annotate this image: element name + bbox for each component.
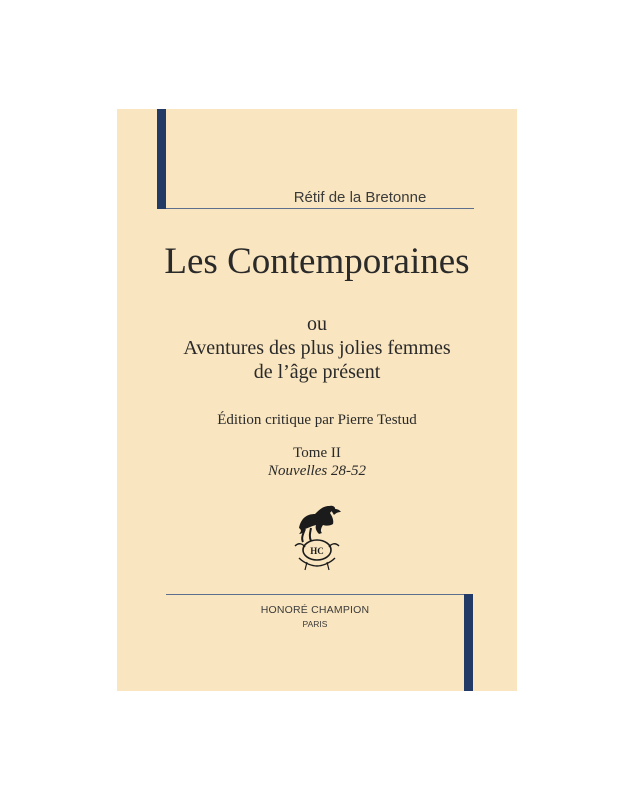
edition-credit: Édition critique par Pierre Testud — [217, 412, 417, 428]
volume-label: Tome II — [293, 445, 341, 461]
accent-bar-top — [157, 109, 166, 209]
book-title: Les Contemporaines — [164, 241, 470, 282]
publisher-name: HONORÉ CHAMPION — [260, 604, 370, 616]
publisher-city: PARIS — [302, 619, 328, 629]
bottom-rule — [166, 594, 464, 595]
title-conjunction: ou — [307, 313, 327, 335]
subtitle-line-2: de l’âge présent — [253, 361, 381, 383]
author-name: Rétif de la Bretonne — [293, 189, 427, 206]
subtitle-line-1: Aventures des plus jolies femmes — [183, 337, 451, 359]
accent-bar-bottom — [464, 594, 473, 691]
top-rule — [166, 208, 474, 209]
volume-contents: Nouvelles 28-52 — [268, 463, 366, 479]
publisher-horse-emblem-icon — [285, 498, 349, 574]
logo-monogram: HC — [310, 546, 324, 556]
